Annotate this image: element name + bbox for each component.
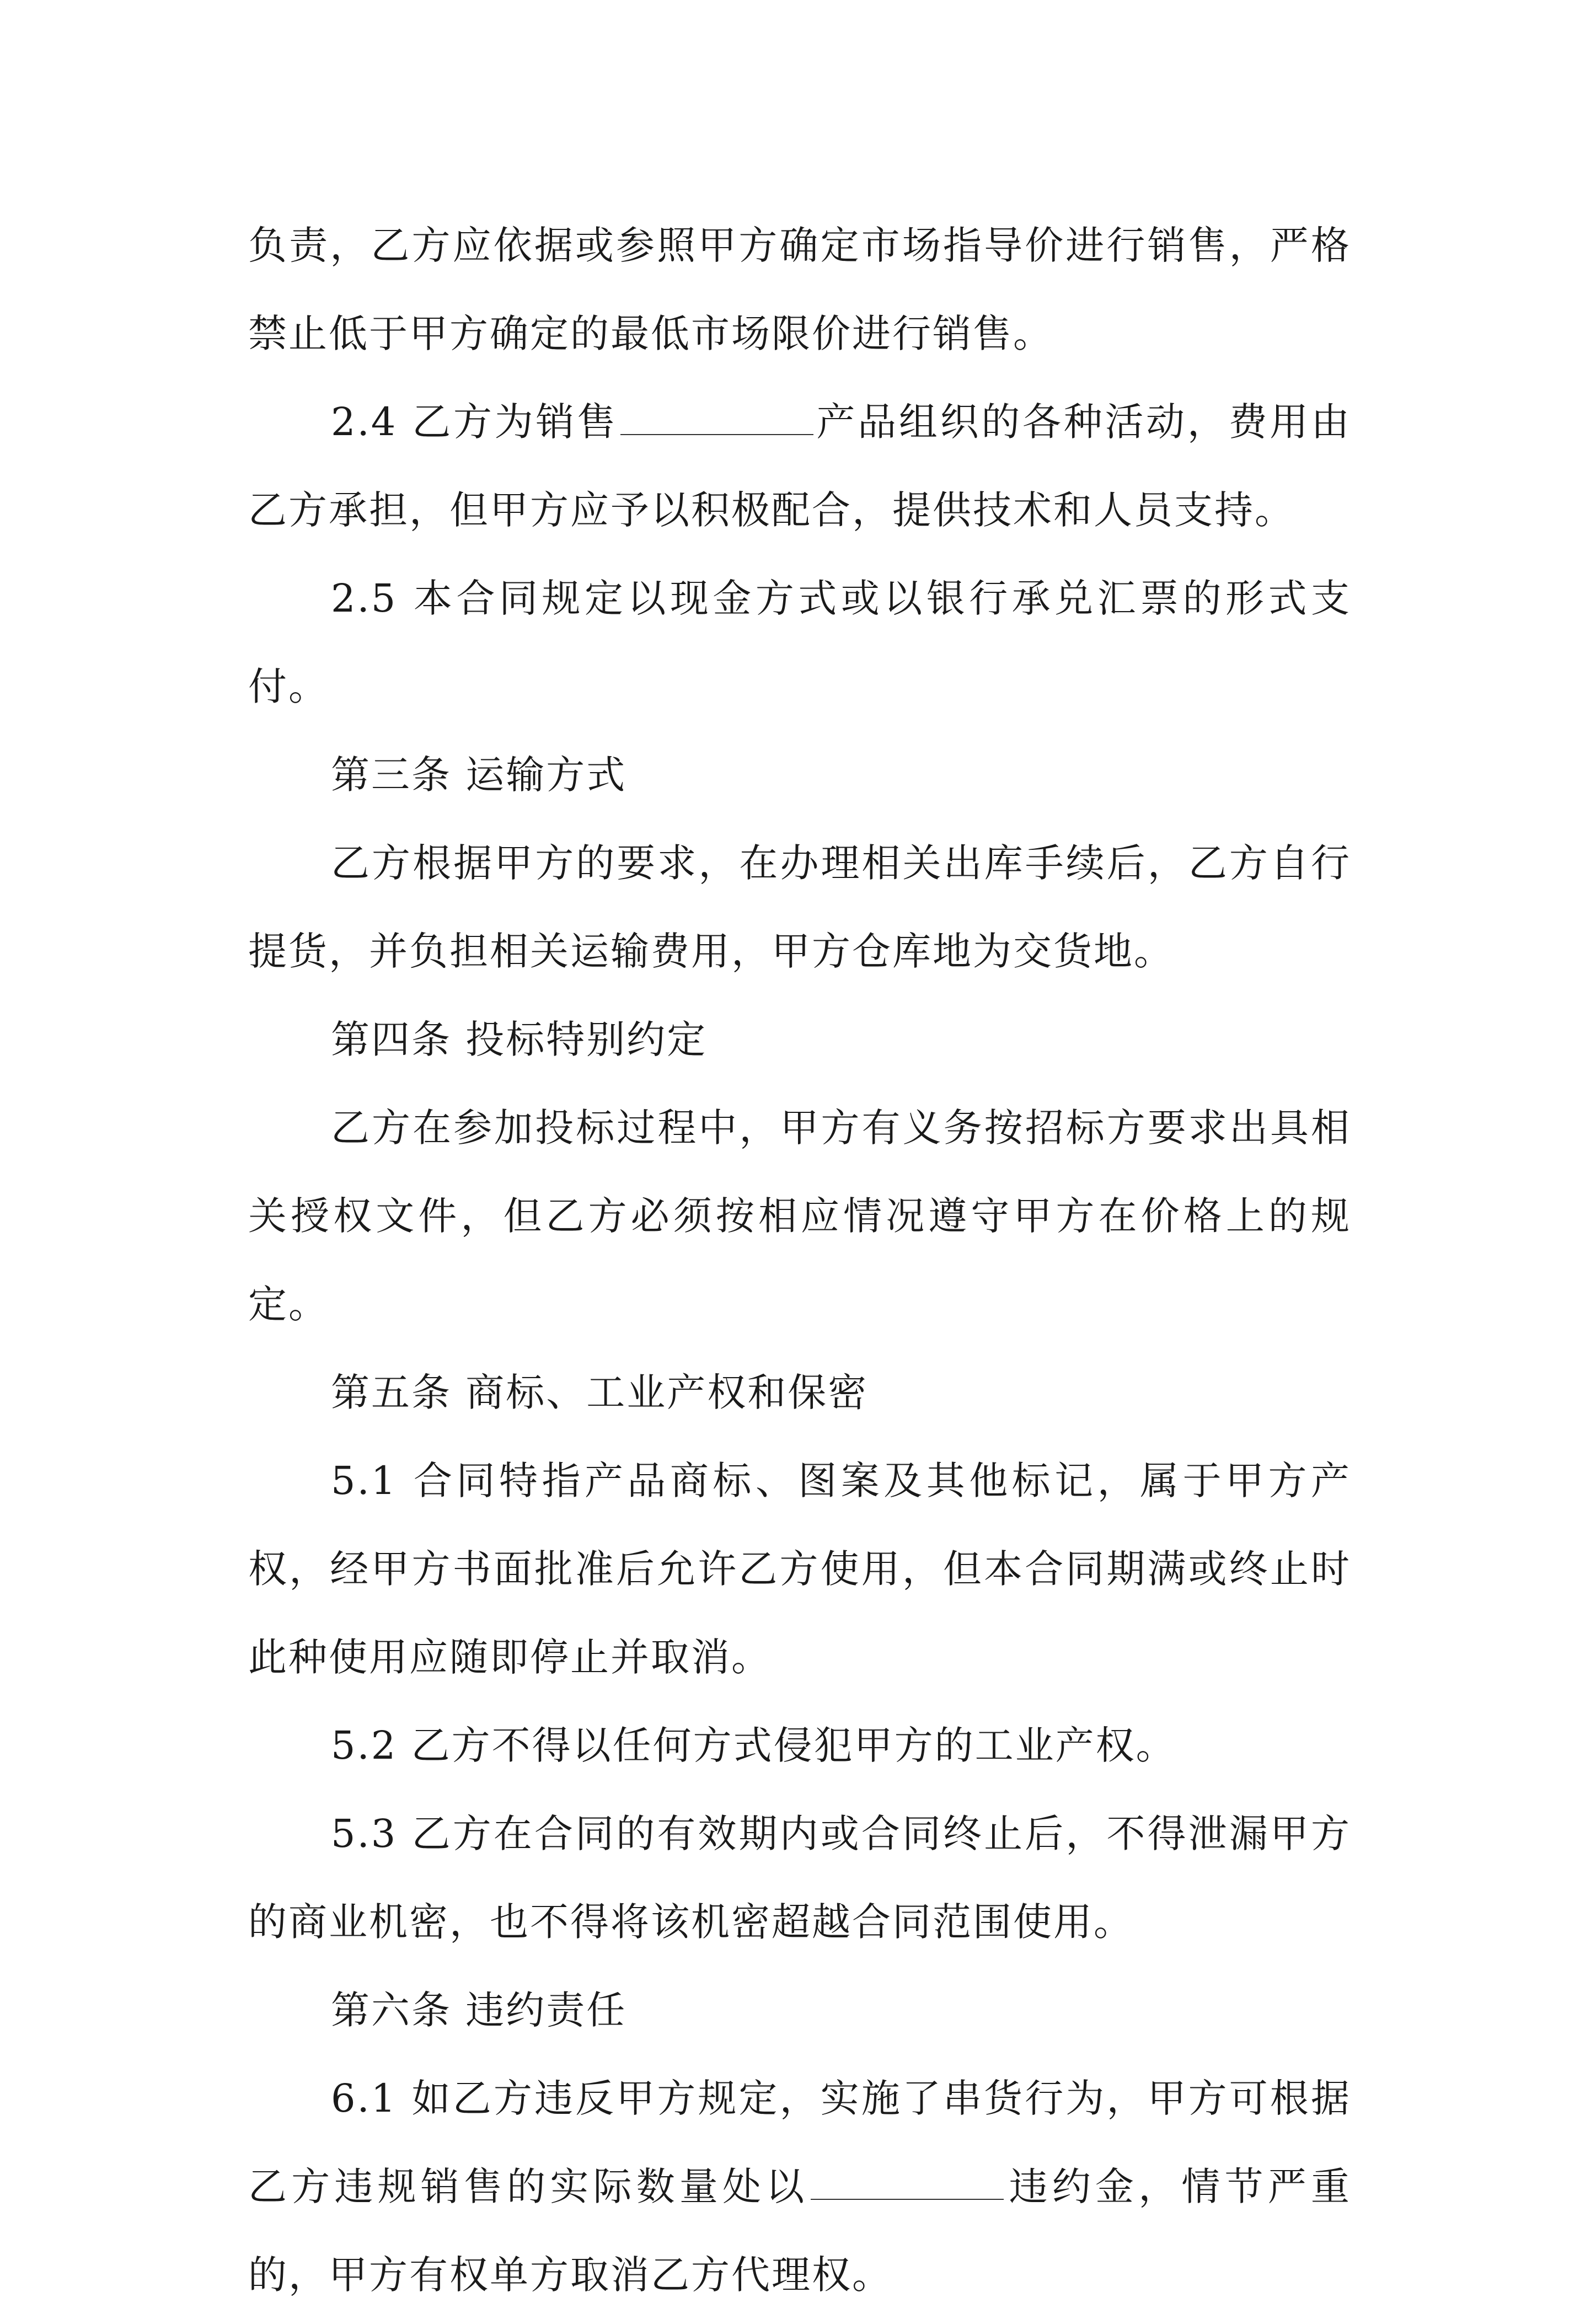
paragraph-6-1-end: 违约金，情节严重的，甲方有权单方取消乙方代理权。 <box>248 2164 1352 2297</box>
paragraph-5-1: 5.1 合同特指产品商标、图案及其他标记，属于甲方产权，经甲方书面批准后允许乙方使用，但本合同期满或终止时此种使用应随即停止并取消。 <box>248 1458 1351 1680</box>
paragraph-2-4-start: 2.4 乙方为销售 <box>331 399 618 444</box>
paragraph-2-4-end: 产品组织的各种活动，费用由乙方承担，但甲方应予以积极配合，提供技术和人员支持。 <box>248 399 1351 533</box>
paragraph-5-3: 5.3 乙方在合同的有效期内或合同终止后，不得泄漏甲方的商业机密，也不得将该机密超越合同范围使用。 <box>248 1811 1351 1945</box>
paragraph-2-4 <box>248 378 1351 554</box>
blank-field-product[interactable] <box>620 395 813 435</box>
heading-article-5: 第五条 商标、工业产权和保密 <box>331 1370 869 1415</box>
paragraph-transport: 乙方根据甲方的要求，在办理相关出库手续后，乙方自行提货，并负担相关运输费用，甲方仓库地为交货地。 <box>248 840 1351 974</box>
document-body <box>248 201 1351 2319</box>
paragraph-bidding: 乙方在参加投标过程中，甲方有义务按招标方要求出具相关授权文件，但乙方必须按相应情况遵守甲方在价格上的规定。 <box>248 1105 1351 1327</box>
heading-article-4: 第四条 投标特别约定 <box>331 1017 708 1062</box>
paragraph-6-1-start: 6.1 如乙方违反甲方规定，实施了串货行为，甲方可根据乙方违规销售的实际数量处以 <box>248 2076 1351 2209</box>
heading-article-3: 第三条 运输方式 <box>331 752 627 797</box>
paragraph-pricing-continued: 负责，乙方应依据或参照甲方确定市场指导价进行销售，严格禁止低于甲方确定的最低市场限价进行销售。 <box>248 223 1351 356</box>
paragraph-5-2: 5.2 乙方不得以任何方式侵犯甲方的工业产权。 <box>331 1723 1176 1768</box>
blank-field-penalty[interactable] <box>811 2160 1004 2200</box>
heading-article-6: 第六条 违约责任 <box>331 1988 627 2033</box>
paragraph-2-5: 2.5 本合同规定以现金方式或以银行承兑汇票的形式支付。 <box>248 576 1351 709</box>
paragraph-6-1 <box>248 2054 1351 2319</box>
